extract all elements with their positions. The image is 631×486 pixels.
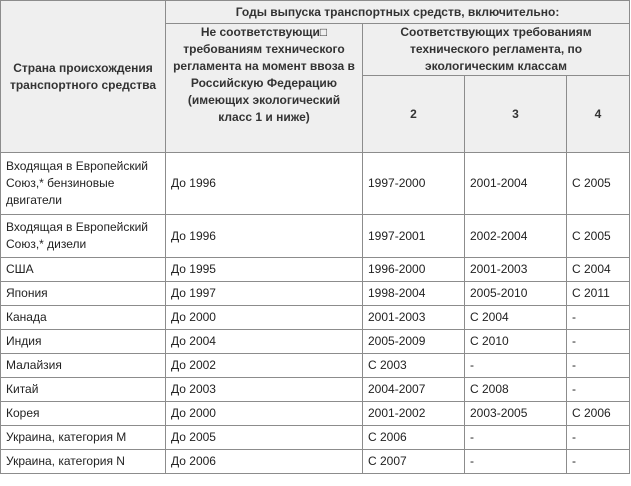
class-4-cell: - bbox=[567, 306, 630, 330]
class-3-cell: 2002-2004 bbox=[465, 215, 567, 258]
header-class-3: 3 bbox=[465, 76, 567, 153]
before-cell: До 2000 bbox=[166, 402, 363, 426]
class-4-cell: С 2005 bbox=[567, 153, 630, 215]
class-3-cell: 2001-2004 bbox=[465, 153, 567, 215]
class-3-cell: - bbox=[465, 354, 567, 378]
class-4-cell: С 2006 bbox=[567, 402, 630, 426]
table-row bbox=[1, 215, 630, 258]
country-cell: США bbox=[1, 258, 166, 282]
class-3-cell: С 2004 bbox=[465, 306, 567, 330]
before-cell: До 2004 bbox=[166, 330, 363, 354]
table-row bbox=[1, 450, 630, 474]
country-cell: Китай bbox=[1, 378, 166, 402]
class-3-cell: - bbox=[465, 426, 567, 450]
class-4-cell: - bbox=[567, 330, 630, 354]
country-cell: Малайзия bbox=[1, 354, 166, 378]
class-2-cell: 1997-2001 bbox=[363, 215, 465, 258]
before-cell: До 1995 bbox=[166, 258, 363, 282]
class-4-cell: - bbox=[567, 354, 630, 378]
before-cell: До 1996 bbox=[166, 153, 363, 215]
class-3-cell: - bbox=[465, 450, 567, 474]
country-cell: Канада bbox=[1, 306, 166, 330]
header-class-2: 2 bbox=[363, 76, 465, 153]
class-2-cell: 2001-2002 bbox=[363, 402, 465, 426]
class-2-cell: 2005-2009 bbox=[363, 330, 465, 354]
class-3-cell: 2005-2010 bbox=[465, 282, 567, 306]
country-cell: Украина, категория N bbox=[1, 450, 166, 474]
table-row bbox=[1, 258, 630, 282]
table-row bbox=[1, 402, 630, 426]
before-cell: До 1996 bbox=[166, 215, 363, 258]
country-cell: Корея bbox=[1, 402, 166, 426]
class-4-cell: - bbox=[567, 426, 630, 450]
table-row bbox=[1, 282, 630, 306]
table-row bbox=[1, 330, 630, 354]
class-2-cell: С 2006 bbox=[363, 426, 465, 450]
country-cell: Индия bbox=[1, 330, 166, 354]
class-3-cell: 2003-2005 bbox=[465, 402, 567, 426]
table-row bbox=[1, 354, 630, 378]
class-2-cell: С 2003 bbox=[363, 354, 465, 378]
before-cell: До 2005 bbox=[166, 426, 363, 450]
before-cell: До 1997 bbox=[166, 282, 363, 306]
class-2-cell: 2004-2007 bbox=[363, 378, 465, 402]
class-2-cell: С 2007 bbox=[363, 450, 465, 474]
table-row bbox=[1, 153, 630, 215]
table-row bbox=[1, 426, 630, 450]
header-production-years: Годы выпуска транспортных средств, включительно: bbox=[166, 1, 630, 24]
class-3-cell: С 2008 bbox=[465, 378, 567, 402]
header-compliant-classes: Соответствующих требованиям технического регламента, по экологическим классам bbox=[363, 24, 630, 76]
country-cell: Входящая в Европейский Союз,* дизели bbox=[1, 215, 166, 258]
table-row bbox=[1, 378, 630, 402]
country-cell: Украина, категория M bbox=[1, 426, 166, 450]
class-2-cell: 1997-2000 bbox=[363, 153, 465, 215]
class-3-cell: С 2010 bbox=[465, 330, 567, 354]
class-4-cell: - bbox=[567, 378, 630, 402]
class-2-cell: 1996-2000 bbox=[363, 258, 465, 282]
header-country-origin: Страна происхождения транспортного средства bbox=[1, 1, 166, 153]
class-4-cell: С 2005 bbox=[567, 215, 630, 258]
country-cell: Япония bbox=[1, 282, 166, 306]
table-row bbox=[1, 306, 630, 330]
before-cell: До 2006 bbox=[166, 450, 363, 474]
class-2-cell: 2001-2003 bbox=[363, 306, 465, 330]
before-cell: До 2002 bbox=[166, 354, 363, 378]
class-2-cell: 1998-2004 bbox=[363, 282, 465, 306]
class-4-cell: - bbox=[567, 450, 630, 474]
before-cell: До 2000 bbox=[166, 306, 363, 330]
header-noncompliant: Не соответствующи□ требованиям технического регламента на момент ввоза в Российскую Федерацию (имеющих экологический класс 1 и ниже) bbox=[166, 24, 363, 153]
class-4-cell: С 2011 bbox=[567, 282, 630, 306]
class-4-cell: С 2004 bbox=[567, 258, 630, 282]
before-cell: До 2003 bbox=[166, 378, 363, 402]
header-class-4: 4 bbox=[567, 76, 630, 153]
class-3-cell: 2001-2003 bbox=[465, 258, 567, 282]
country-cell: Входящая в Европейский Союз,* бензиновые двигатели bbox=[1, 153, 166, 215]
